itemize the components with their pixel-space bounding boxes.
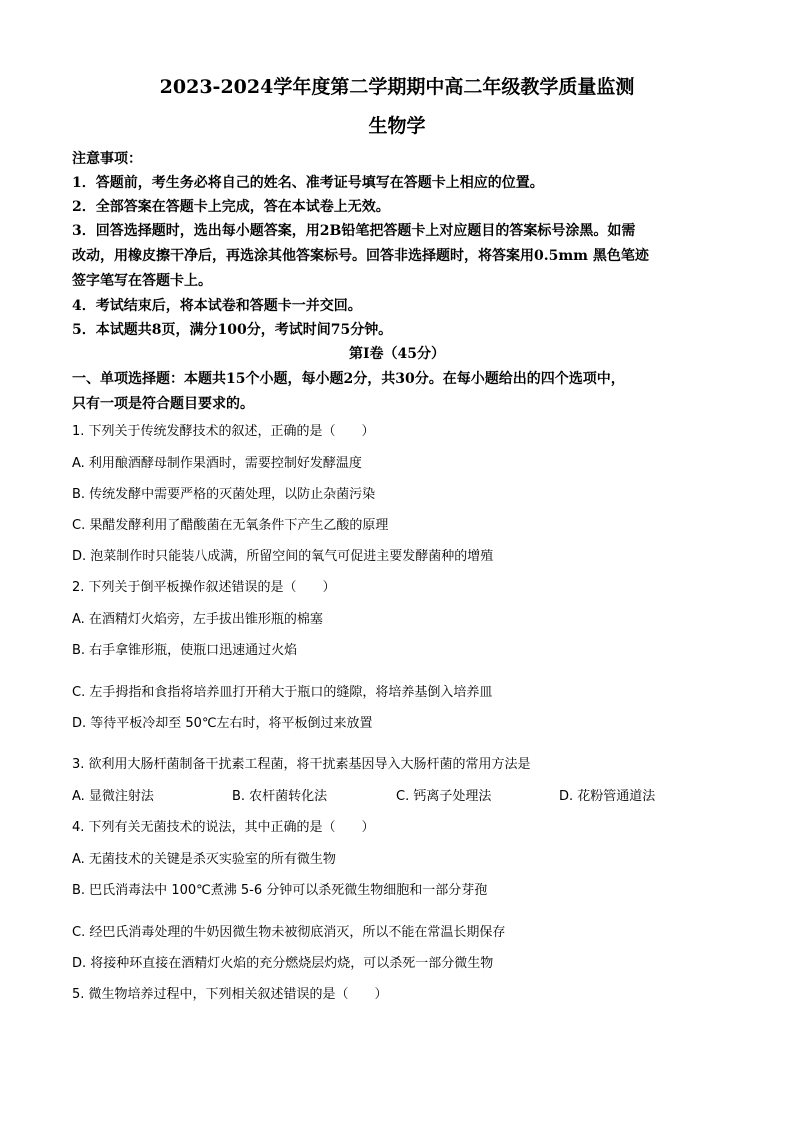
question-stem: 4. 下列有关无菌技术的说法，其中正确的是（ ） xyxy=(72,820,375,835)
section-instruction: 一、单项选择题：本题共15个小题，每小题2分，共30分。在每小题给出的四个选项中， xyxy=(72,371,625,387)
notice-item: 1．答题前，考生务必将自己的姓名、准考证号填写在答题卡上相应的位置。 xyxy=(72,175,544,191)
option: B. 巴氏消毒法中 100℃煮沸 5-6 分钟可以杀死微生物细胞和一部分芽孢 xyxy=(72,883,488,898)
subject-title: 生物学 xyxy=(368,115,426,137)
notice-item: 签字笔写在答题卡上。 xyxy=(72,273,212,289)
option: C. 经巴氏消毒处理的牛奶因微生物未被彻底消灭，所以不能在常温长期保存 xyxy=(72,925,506,940)
option: A. 在酒精灯火焰旁，左手拔出锥形瓶的棉塞 xyxy=(72,612,323,627)
option: A. 无菌技术的关键是杀灭实验室的所有微生物 xyxy=(72,852,336,867)
option: B. 农杆菌转化法 xyxy=(232,789,328,804)
notice-heading: 注意事项： xyxy=(72,151,142,167)
notice-item: 改动，用橡皮擦干净后，再选涂其他答案标号。回答非选择题时，将答案用0.5mm 黑色笔迹 xyxy=(72,248,649,264)
option: C. 左手拇指和食指将培养皿打开稍大于瓶口的缝隙，将培养基倒入培养皿 xyxy=(72,685,493,700)
option: B. 右手拿锥形瓶，使瓶口迅速通过火焰 xyxy=(72,643,298,658)
option: C. 钙离子处理法 xyxy=(396,789,492,804)
notice-item: 4．考试结束后，将本试卷和答题卡一并交回。 xyxy=(72,298,362,314)
option: C. 果醋发酵利用了醋酸菌在无氧条件下产生乙酸的原理 xyxy=(72,518,389,533)
option: D. 将接种环直接在酒精灯火焰的充分燃烧层灼烧，可以杀死一部分微生物 xyxy=(72,956,494,971)
option: B. 传统发酵中需要严格的灭菌处理，以防止杂菌污染 xyxy=(72,487,376,502)
section-title: 第I卷（45分） xyxy=(348,346,446,362)
section-instruction: 只有一项是符合题目要求的。 xyxy=(72,396,254,412)
notice-item: 2．全部答案在答题卡上完成，答在本试卷上无效。 xyxy=(72,199,390,215)
option: D. 花粉管通道法 xyxy=(559,789,656,804)
exam-title: 2023-2024学年度第二学期期中高二年级教学质量监测 xyxy=(159,76,635,98)
option: A. 显微注射法 xyxy=(72,789,154,804)
option: D. 等待平板冷却至 50℃左右时，将平板倒过来放置 xyxy=(72,716,373,731)
question-stem: 3. 欲利用大肠杆菌制备干扰素工程菌，将干扰素基因导入大肠杆菌的常用方法是 xyxy=(72,757,531,772)
option: A. 利用酿酒酵母制作果酒时，需要控制好发酵温度 xyxy=(72,456,362,471)
question-stem: 1. 下列关于传统发酵技术的叙述，正确的是（ ） xyxy=(72,424,375,439)
question-stem: 2. 下列关于倒平板操作叙述错误的是（ ） xyxy=(72,580,336,595)
option: D. 泡菜制作时只能装八成满，所留空间的氧气可促进主要发酵菌种的增殖 xyxy=(72,549,494,564)
notice-item: 3．回答选择题时，选出每小题答案，用2B铅笔把答题卡上对应题目的答案标号涂黑。如需 xyxy=(72,223,636,239)
question-stem: 5. 微生物培养过程中，下列相关叙述错误的是（ ） xyxy=(72,987,388,1002)
notice-item: 5．本试题共8页，满分100分，考试时间75分钟。 xyxy=(72,322,393,338)
